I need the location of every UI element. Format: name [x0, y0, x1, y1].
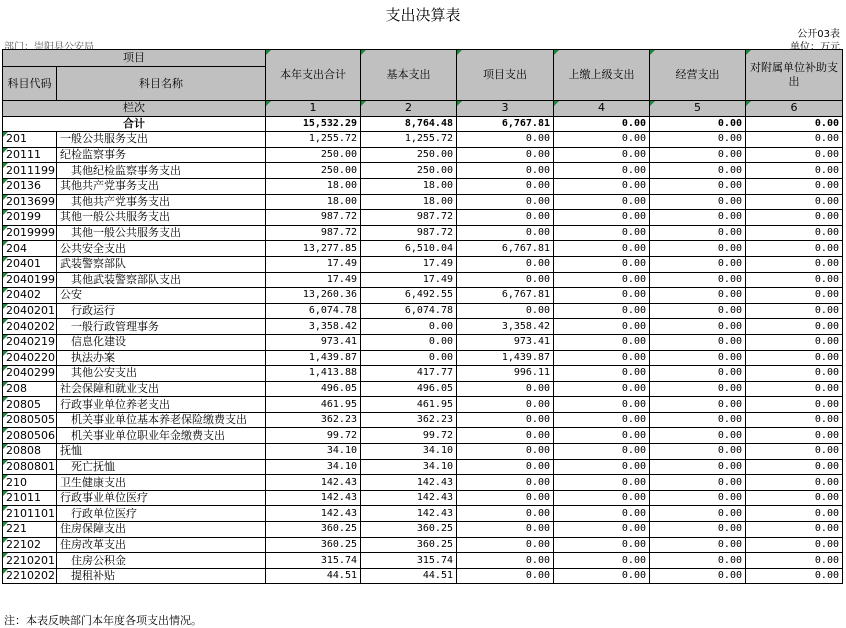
amount-cell[interactable]: 0.00 — [554, 147, 650, 163]
amount-cell[interactable]: 0.00 — [746, 163, 843, 179]
amount-cell[interactable]: 18.00 — [266, 194, 361, 210]
amount-cell[interactable]: 0.00 — [554, 522, 650, 538]
amount-cell[interactable]: 0.00 — [457, 459, 554, 475]
amount-cell[interactable]: 0.00 — [554, 319, 650, 335]
table-row — [3, 319, 843, 335]
subject-name-cell[interactable]: 提租补贴 — [57, 568, 266, 584]
amount-cell[interactable]: 44.51 — [361, 568, 457, 584]
amount-cell[interactable]: 0.00 — [554, 163, 650, 179]
amount-cell[interactable]: 0.00 — [650, 288, 746, 304]
amount-cell[interactable]: 0.00 — [650, 241, 746, 257]
subject-name-cell[interactable]: 行政运行 — [57, 303, 266, 319]
amount-cell[interactable]: 0.00 — [650, 194, 746, 210]
amount-cell[interactable]: 3,358.42 — [266, 319, 361, 335]
amount-cell[interactable]: 0.00 — [457, 475, 554, 491]
amount-cell[interactable]: 0.00 — [457, 225, 554, 241]
amount-cell[interactable]: 0.00 — [457, 444, 554, 460]
amount-cell[interactable]: 0.00 — [554, 397, 650, 413]
amount-cell[interactable]: 6,492.55 — [361, 288, 457, 304]
amount-cell[interactable]: 250.00 — [266, 163, 361, 179]
amount-cell[interactable]: 0.00 — [650, 459, 746, 475]
amount-cell[interactable]: 17.49 — [266, 272, 361, 288]
table-row — [3, 522, 843, 538]
subject-name-cell[interactable]: 机关事业单位基本养老保险缴费支出 — [57, 412, 266, 428]
amount-cell[interactable]: 360.25 — [361, 522, 457, 538]
amount-cell[interactable]: 13,260.36 — [266, 288, 361, 304]
amount-cell[interactable]: 0.00 — [554, 241, 650, 257]
amount-cell[interactable]: 0.00 — [554, 412, 650, 428]
subject-code-cell[interactable]: 20808 — [3, 444, 57, 460]
subject-code-cell[interactable]: 210 — [3, 475, 57, 491]
amount-cell[interactable]: 0.00 — [746, 475, 843, 491]
table-row — [3, 163, 843, 179]
amount-cell[interactable]: 0.00 — [746, 225, 843, 241]
amount-cell[interactable]: 0.00 — [361, 334, 457, 350]
total-cell[interactable]: 15,532.29 — [266, 116, 361, 132]
amount-cell[interactable]: 0.00 — [554, 475, 650, 491]
amount-cell[interactable]: 0.00 — [746, 459, 843, 475]
amount-cell[interactable]: 0.00 — [457, 412, 554, 428]
amount-cell[interactable]: 142.43 — [266, 506, 361, 522]
amount-cell[interactable]: 0.00 — [650, 303, 746, 319]
amount-cell[interactable]: 0.00 — [650, 412, 746, 428]
subject-code-cell[interactable]: 2080505 — [3, 412, 57, 428]
subject-code-cell[interactable]: 2080801 — [3, 459, 57, 475]
amount-cell[interactable]: 0.00 — [457, 163, 554, 179]
amount-cell[interactable]: 250.00 — [266, 147, 361, 163]
table-row — [3, 288, 843, 304]
amount-cell[interactable]: 0.00 — [746, 178, 843, 194]
table-row — [3, 194, 843, 210]
amount-cell[interactable]: 0.00 — [457, 132, 554, 148]
amount-cell[interactable]: 0.00 — [650, 537, 746, 553]
subject-code-cell[interactable]: 221 — [3, 522, 57, 538]
subject-code-cell[interactable]: 2040220 — [3, 350, 57, 366]
amount-cell[interactable]: 18.00 — [266, 178, 361, 194]
subject-name-cell[interactable]: 行政事业单位养老支出 — [57, 397, 266, 413]
amount-cell[interactable]: 0.00 — [746, 256, 843, 272]
amount-cell[interactable]: 0.00 — [361, 319, 457, 335]
amount-cell[interactable]: 0.00 — [746, 319, 843, 335]
amount-cell[interactable]: 315.74 — [361, 553, 457, 569]
amount-cell[interactable]: 17.49 — [361, 272, 457, 288]
column-number[interactable]: 6 — [746, 101, 843, 117]
subject-code-cell[interactable]: 2013699 — [3, 194, 57, 210]
amount-cell[interactable]: 0.00 — [746, 241, 843, 257]
amount-cell[interactable]: 0.00 — [457, 522, 554, 538]
amount-cell[interactable]: 362.23 — [266, 412, 361, 428]
amount-cell[interactable]: 0.00 — [650, 381, 746, 397]
amount-cell[interactable]: 461.95 — [266, 397, 361, 413]
amount-cell[interactable]: 996.11 — [457, 366, 554, 382]
amount-cell[interactable]: 0.00 — [650, 334, 746, 350]
header-item[interactable]: 项目 — [3, 50, 266, 67]
table-row — [3, 412, 843, 428]
subject-code-cell[interactable]: 22102 — [3, 537, 57, 553]
subject-name-cell[interactable]: 一般行政管理事务 — [57, 319, 266, 335]
amount-cell[interactable]: 0.00 — [457, 506, 554, 522]
amount-cell[interactable]: 0.00 — [746, 288, 843, 304]
amount-cell[interactable]: 0.00 — [457, 147, 554, 163]
header-upper[interactable]: 上缴上级支出 — [554, 50, 650, 101]
table-row — [3, 147, 843, 163]
subject-name-cell[interactable]: 机关事业单位职业年金缴费支出 — [57, 428, 266, 444]
amount-cell[interactable]: 315.74 — [266, 553, 361, 569]
column-number[interactable]: 1 — [266, 101, 361, 117]
amount-cell[interactable]: 0.00 — [746, 272, 843, 288]
table-row — [3, 459, 843, 475]
subject-name-cell[interactable]: 其他一般公共服务支出 — [57, 210, 266, 226]
amount-cell[interactable]: 987.72 — [361, 210, 457, 226]
amount-cell[interactable]: 0.00 — [554, 381, 650, 397]
amount-cell[interactable]: 18.00 — [361, 194, 457, 210]
subject-name-cell[interactable]: 执法办案 — [57, 350, 266, 366]
header-subsidy[interactable]: 对附属单位补助支出 — [746, 50, 843, 101]
amount-cell[interactable]: 0.00 — [746, 303, 843, 319]
amount-cell[interactable]: 0.00 — [746, 412, 843, 428]
amount-cell[interactable]: 0.00 — [554, 225, 650, 241]
amount-cell[interactable]: 99.72 — [266, 428, 361, 444]
subject-name-cell[interactable]: 武装警察部队 — [57, 256, 266, 272]
amount-cell[interactable]: 142.43 — [266, 475, 361, 491]
amount-cell[interactable]: 0.00 — [457, 568, 554, 584]
subject-name-cell[interactable]: 死亡抚恤 — [57, 459, 266, 475]
column-number[interactable]: 4 — [554, 101, 650, 117]
amount-cell[interactable]: 0.00 — [457, 537, 554, 553]
amount-cell[interactable]: 0.00 — [554, 194, 650, 210]
header-column-no[interactable]: 栏次 — [3, 101, 266, 117]
table-row — [3, 553, 843, 569]
subject-code-cell[interactable]: 2040219 — [3, 334, 57, 350]
table-row — [3, 537, 843, 553]
subject-name-cell[interactable]: 一般公共服务支出 — [57, 132, 266, 148]
table-row — [3, 475, 843, 491]
amount-cell[interactable]: 461.95 — [361, 397, 457, 413]
column-number[interactable]: 3 — [457, 101, 554, 117]
header-code[interactable]: 科目代码 — [3, 67, 57, 101]
amount-cell[interactable]: 0.00 — [650, 397, 746, 413]
table-row — [3, 397, 843, 413]
amount-cell[interactable]: 0.00 — [554, 178, 650, 194]
amount-cell[interactable]: 0.00 — [746, 350, 843, 366]
amount-cell[interactable]: 973.41 — [266, 334, 361, 350]
amount-cell[interactable]: 0.00 — [457, 256, 554, 272]
amount-cell[interactable]: 0.00 — [554, 459, 650, 475]
amount-cell[interactable]: 44.51 — [266, 568, 361, 584]
page-title: 支出决算表 — [385, 6, 461, 24]
subject-code-cell[interactable]: 20401 — [3, 256, 57, 272]
amount-cell[interactable]: 0.00 — [554, 288, 650, 304]
amount-cell[interactable]: 0.00 — [650, 350, 746, 366]
subject-name-cell[interactable]: 其他共产党事务支出 — [57, 194, 266, 210]
subject-code-cell[interactable]: 20402 — [3, 288, 57, 304]
amount-cell[interactable]: 142.43 — [266, 490, 361, 506]
subject-code-cell[interactable]: 2210202 — [3, 568, 57, 584]
amount-cell[interactable]: 0.00 — [746, 506, 843, 522]
amount-cell[interactable]: 0.00 — [457, 553, 554, 569]
amount-cell[interactable]: 417.77 — [361, 366, 457, 382]
table-row — [3, 490, 843, 506]
amount-cell[interactable]: 987.72 — [361, 225, 457, 241]
amount-cell[interactable]: 496.05 — [361, 381, 457, 397]
table-row — [3, 444, 843, 460]
amount-cell[interactable]: 0.00 — [746, 522, 843, 538]
amount-cell[interactable]: 360.25 — [266, 537, 361, 553]
amount-cell[interactable]: 6,074.78 — [361, 303, 457, 319]
header-name[interactable]: 科目名称 — [57, 67, 266, 101]
amount-cell[interactable]: 0.00 — [554, 272, 650, 288]
subject-code-cell[interactable]: 2040201 — [3, 303, 57, 319]
subject-code-cell[interactable]: 2040202 — [3, 319, 57, 335]
amount-cell[interactable]: 0.00 — [650, 490, 746, 506]
table-row — [3, 241, 843, 257]
amount-cell[interactable]: 0.00 — [746, 568, 843, 584]
table-row — [3, 506, 843, 522]
amount-cell[interactable]: 99.72 — [361, 428, 457, 444]
subject-code-cell[interactable]: 2040299 — [3, 366, 57, 382]
subject-code-cell[interactable]: 20111 — [3, 147, 57, 163]
total-label[interactable]: 合计 — [3, 116, 266, 132]
subject-name-cell[interactable]: 其他共产党事务支出 — [57, 178, 266, 194]
table-row — [3, 350, 843, 366]
total-cell[interactable]: 0.00 — [746, 116, 843, 132]
amount-cell[interactable]: 18.00 — [361, 178, 457, 194]
amount-cell[interactable]: 0.00 — [457, 381, 554, 397]
amount-cell[interactable]: 0.00 — [746, 210, 843, 226]
column-number[interactable]: 5 — [650, 101, 746, 117]
amount-cell[interactable]: 0.00 — [554, 366, 650, 382]
amount-cell[interactable]: 0.00 — [554, 553, 650, 569]
header-total[interactable]: 本年支出合计 — [266, 50, 361, 101]
header-business[interactable]: 经营支出 — [650, 50, 746, 101]
subject-name-cell[interactable]: 住房公积金 — [57, 553, 266, 569]
total-row — [3, 116, 843, 132]
amount-cell[interactable]: 0.00 — [554, 490, 650, 506]
table-row — [3, 303, 843, 319]
amount-cell[interactable]: 0.00 — [650, 522, 746, 538]
table-row — [3, 132, 843, 148]
subject-code-cell[interactable]: 20199 — [3, 210, 57, 226]
subject-name-cell[interactable]: 信息化建设 — [57, 334, 266, 350]
amount-cell[interactable]: 0.00 — [361, 350, 457, 366]
amount-cell[interactable]: 0.00 — [554, 444, 650, 460]
amount-cell[interactable]: 360.25 — [361, 537, 457, 553]
amount-cell[interactable]: 0.00 — [650, 506, 746, 522]
amount-cell[interactable]: 0.00 — [650, 428, 746, 444]
table-row — [3, 381, 843, 397]
table-row — [3, 428, 843, 444]
total-cell[interactable]: 6,767.81 — [457, 116, 554, 132]
total-cell[interactable]: 0.00 — [650, 116, 746, 132]
amount-cell[interactable]: 0.00 — [554, 428, 650, 444]
amount-cell[interactable]: 6,767.81 — [457, 241, 554, 257]
amount-cell[interactable]: 0.00 — [457, 272, 554, 288]
amount-cell[interactable]: 6,510.04 — [361, 241, 457, 257]
subject-code-cell[interactable]: 201 — [3, 132, 57, 148]
column-number[interactable]: 2 — [361, 101, 457, 117]
amount-cell[interactable]: 0.00 — [746, 444, 843, 460]
amount-cell[interactable]: 0.00 — [554, 303, 650, 319]
amount-cell[interactable]: 0.00 — [650, 147, 746, 163]
amount-cell[interactable]: 0.00 — [554, 210, 650, 226]
subject-code-cell[interactable]: 2011199 — [3, 163, 57, 179]
amount-cell[interactable]: 0.00 — [457, 194, 554, 210]
amount-cell[interactable]: 17.49 — [266, 256, 361, 272]
amount-cell[interactable]: 34.10 — [266, 444, 361, 460]
amount-cell[interactable]: 0.00 — [650, 256, 746, 272]
unit-label: 单位：万元 — [790, 42, 840, 53]
amount-cell[interactable]: 0.00 — [457, 178, 554, 194]
amount-cell[interactable]: 142.43 — [361, 506, 457, 522]
amount-cell[interactable]: 0.00 — [457, 490, 554, 506]
subject-name-cell[interactable]: 公安 — [57, 288, 266, 304]
amount-cell[interactable]: 0.00 — [746, 366, 843, 382]
amount-cell[interactable]: 0.00 — [554, 256, 650, 272]
amount-cell[interactable]: 1,439.87 — [457, 350, 554, 366]
header-basic[interactable]: 基本支出 — [361, 50, 457, 101]
amount-cell[interactable]: 0.00 — [554, 506, 650, 522]
subject-name-cell[interactable]: 其他纪检监察事务支出 — [57, 163, 266, 179]
total-cell[interactable]: 8,764.48 — [361, 116, 457, 132]
subject-name-cell[interactable]: 行政单位医疗 — [57, 506, 266, 522]
amount-cell[interactable]: 0.00 — [650, 225, 746, 241]
amount-cell[interactable]: 0.00 — [554, 350, 650, 366]
amount-cell[interactable]: 0.00 — [650, 475, 746, 491]
amount-cell[interactable]: 0.00 — [650, 163, 746, 179]
amount-cell[interactable]: 987.72 — [266, 225, 361, 241]
table-row — [3, 334, 843, 350]
subject-name-cell[interactable]: 行政事业单位医疗 — [57, 490, 266, 506]
amount-cell[interactable]: 0.00 — [746, 397, 843, 413]
amount-cell[interactable]: 1,255.72 — [361, 132, 457, 148]
amount-cell[interactable]: 0.00 — [746, 194, 843, 210]
amount-cell[interactable]: 17.49 — [361, 256, 457, 272]
table-row — [3, 366, 843, 382]
amount-cell[interactable]: 0.00 — [650, 553, 746, 569]
amount-cell[interactable]: 142.43 — [361, 475, 457, 491]
subject-code-cell[interactable]: 208 — [3, 381, 57, 397]
table-row — [3, 256, 843, 272]
amount-cell[interactable]: 34.10 — [266, 459, 361, 475]
amount-cell[interactable]: 34.10 — [361, 459, 457, 475]
amount-cell[interactable]: 973.41 — [457, 334, 554, 350]
subject-name-cell[interactable]: 住房改革支出 — [57, 537, 266, 553]
amount-cell[interactable]: 3,358.42 — [457, 319, 554, 335]
subject-name-cell[interactable]: 社会保障和就业支出 — [57, 381, 266, 397]
subject-name-cell[interactable]: 公共安全支出 — [57, 241, 266, 257]
amount-cell[interactable]: 0.00 — [650, 319, 746, 335]
subject-code-cell[interactable]: 2080506 — [3, 428, 57, 444]
subject-code-cell[interactable]: 20805 — [3, 397, 57, 413]
amount-cell[interactable]: 0.00 — [746, 334, 843, 350]
amount-cell[interactable]: 1,255.72 — [266, 132, 361, 148]
amount-cell[interactable]: 1,413.88 — [266, 366, 361, 382]
amount-cell[interactable]: 496.05 — [266, 381, 361, 397]
subject-code-cell[interactable]: 204 — [3, 241, 57, 257]
amount-cell[interactable]: 0.00 — [650, 178, 746, 194]
amount-cell[interactable]: 0.00 — [746, 381, 843, 397]
amount-cell[interactable]: 0.00 — [650, 210, 746, 226]
subject-code-cell[interactable]: 21011 — [3, 490, 57, 506]
header-project[interactable]: 项目支出 — [457, 50, 554, 101]
amount-cell[interactable]: 250.00 — [361, 147, 457, 163]
subject-name-cell[interactable]: 其他公安支出 — [57, 366, 266, 382]
amount-cell[interactable]: 1,439.87 — [266, 350, 361, 366]
amount-cell[interactable]: 0.00 — [554, 568, 650, 584]
table-row — [3, 178, 843, 194]
amount-cell[interactable]: 0.00 — [746, 553, 843, 569]
subject-name-cell[interactable]: 纪检监察事务 — [57, 147, 266, 163]
total-cell[interactable]: 0.00 — [554, 116, 650, 132]
subject-name-cell[interactable]: 其他一般公共服务支出 — [57, 225, 266, 241]
amount-cell[interactable]: 0.00 — [746, 147, 843, 163]
amount-cell[interactable]: 360.25 — [266, 522, 361, 538]
expenditure-table — [2, 49, 843, 584]
amount-cell[interactable]: 142.43 — [361, 490, 457, 506]
subject-code-cell[interactable]: 20136 — [3, 178, 57, 194]
amount-cell[interactable]: 0.00 — [457, 397, 554, 413]
amount-cell[interactable]: 0.00 — [746, 490, 843, 506]
amount-cell[interactable]: 0.00 — [650, 568, 746, 584]
amount-cell[interactable]: 13,277.85 — [266, 241, 361, 257]
subject-code-cell[interactable]: 2019999 — [3, 225, 57, 241]
subject-name-cell[interactable]: 抚恤 — [57, 444, 266, 460]
footnote: 注：本表反映部门本年度各项支出情况。 — [4, 614, 202, 627]
table-row — [3, 210, 843, 226]
amount-cell[interactable]: 6,767.81 — [457, 288, 554, 304]
amount-cell[interactable]: 0.00 — [457, 303, 554, 319]
subject-code-cell[interactable]: 2210201 — [3, 553, 57, 569]
subject-name-cell[interactable]: 住房保障支出 — [57, 522, 266, 538]
amount-cell[interactable]: 0.00 — [554, 334, 650, 350]
amount-cell[interactable]: 0.00 — [746, 132, 843, 148]
amount-cell[interactable]: 0.00 — [650, 132, 746, 148]
amount-cell[interactable]: 0.00 — [457, 428, 554, 444]
amount-cell[interactable]: 0.00 — [650, 366, 746, 382]
subject-code-cell[interactable]: 2101101 — [3, 506, 57, 522]
amount-cell[interactable]: 6,074.78 — [266, 303, 361, 319]
amount-cell[interactable]: 0.00 — [554, 537, 650, 553]
subject-code-cell[interactable]: 2040199 — [3, 272, 57, 288]
subject-name-cell[interactable]: 其他武装警察部队支出 — [57, 272, 266, 288]
amount-cell[interactable]: 250.00 — [361, 163, 457, 179]
amount-cell[interactable]: 987.72 — [266, 210, 361, 226]
amount-cell[interactable]: 0.00 — [457, 210, 554, 226]
table-row — [3, 272, 843, 288]
amount-cell[interactable]: 362.23 — [361, 412, 457, 428]
subject-name-cell[interactable]: 卫生健康支出 — [57, 475, 266, 491]
table-row — [3, 568, 843, 584]
amount-cell[interactable]: 0.00 — [650, 272, 746, 288]
amount-cell[interactable]: 0.00 — [554, 132, 650, 148]
amount-cell[interactable]: 0.00 — [650, 444, 746, 460]
table-row — [3, 225, 843, 241]
form-code: 公开03表 — [797, 29, 840, 40]
amount-cell[interactable]: 0.00 — [746, 537, 843, 553]
amount-cell[interactable]: 34.10 — [361, 444, 457, 460]
amount-cell[interactable]: 0.00 — [746, 428, 843, 444]
department-label: 部门：崇阳县公安局 — [4, 42, 94, 53]
